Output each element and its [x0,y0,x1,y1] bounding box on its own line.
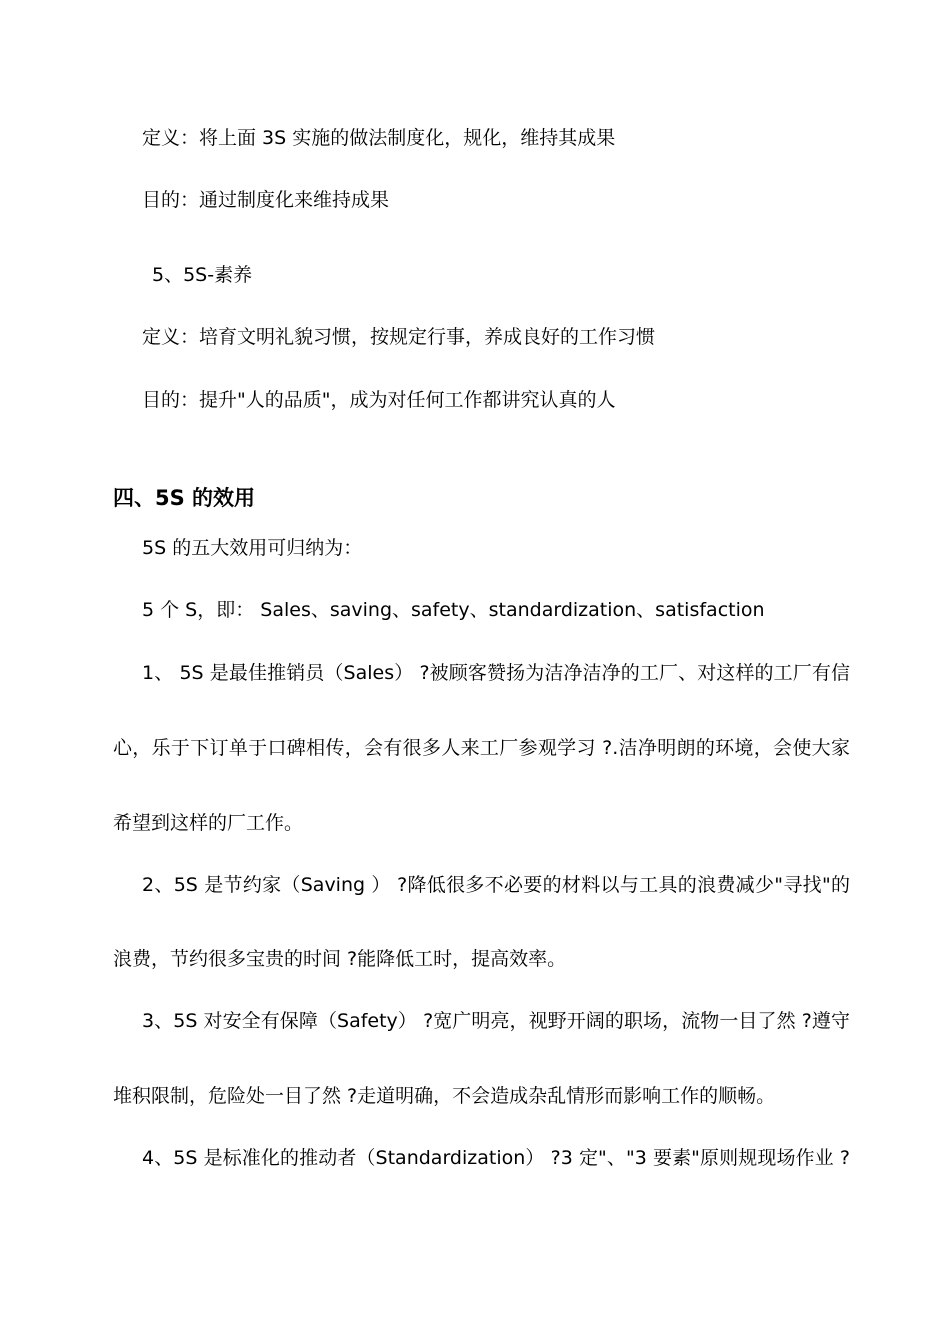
chapter4-heading: 四、5S 的效用 [113,486,256,510]
item1-line2: 心，乐于下订单于口碑相传，会有很多人来工厂参观学习 ?.洁净明朗的环境，会使大家 [113,737,850,759]
chapter4-intro: 5S 的五大效用可归纳为： [142,537,363,559]
item1-line1: 1、 5S 是最佳推销员（Sales） ?被顾客赞扬为洁净洁净的工厂、对这样的工厂有信 [142,662,850,684]
item3-line1: 3、5S 对安全有保障（Safety） ?宽广明亮，视野开阔的职场，流物一目了然 ?遵守 [142,1010,850,1032]
item2-line2: 浪费，节约很多宝贵的时间 ?能降低工时，提高效率。 [113,948,567,970]
5s-title: 5、5S-素养 [152,264,253,286]
item1-line3: 希望到这样的厂工作。 [113,812,304,834]
five-s-list: 5 个 S，即： Sales、saving、safety、standardization、satisfaction [142,599,765,621]
item3-line2: 堆积限制，危险处一目了然 ?走道明确，不会造成杂乱情形而影响工作的顺畅。 [113,1085,776,1107]
5s-purpose: 目的：提升"人的品质"，成为对任何工作都讲究认真的人 [142,389,616,411]
item2-line1: 2、5S 是节约家（Saving ） ?降低很多不必要的材料以与工具的浪费减少"寻找"的 [142,874,850,896]
item4-line1: 4、5S 是标准化的推动者（Standardization） ?3 定"、"3 要素"原则规现场作业 ? [142,1147,850,1169]
5s-definition: 定义：培育文明礼貌习惯，按规定行事，养成良好的工作习惯 [142,326,656,348]
3s-purpose: 目的：通过制度化来维持成果 [142,189,390,211]
3s-definition: 定义：将上面 3S 实施的做法制度化，规化，维持其成果 [142,127,616,149]
